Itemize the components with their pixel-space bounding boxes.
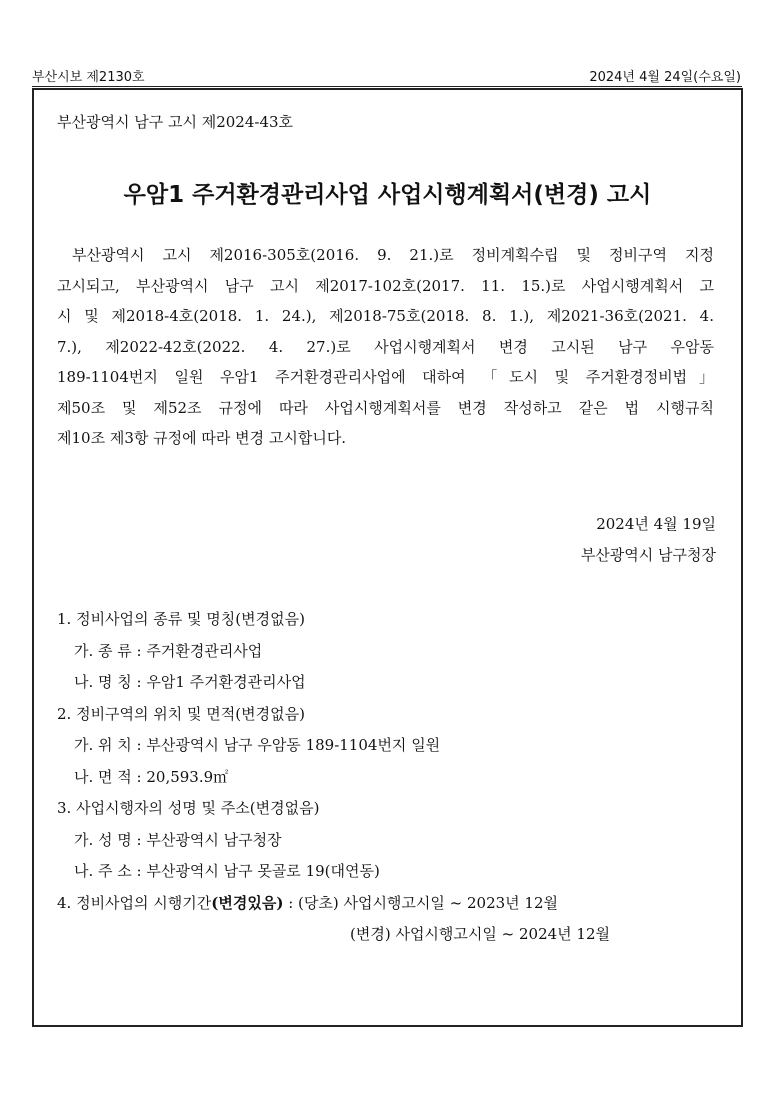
notice-title: 우암1 주거환경관리사업 사업시행계획서(변경) 고시	[123, 182, 652, 208]
body-line: 고시되고, 부산광역시 남구 고시 제2017-102호(2017. 11. 15.)로 사업시행계획서 고	[57, 276, 714, 295]
header-divider	[32, 86, 742, 87]
gazette-date: 2024년 4월 24일(수요일)	[589, 70, 741, 85]
item-heading-period	[57, 888, 727, 920]
item-detail: 나. 주 소 : 부산광역시 남구 못골로 19(대연동)	[74, 862, 380, 880]
signature-block	[581, 509, 716, 571]
body-line: 부산광역시 고시 제2016-305호(2016. 9. 21.)로 정비계획수립 및 정비구역 지정	[72, 246, 714, 264]
item-detail: 나. 면 적 : 20,593.9㎡	[74, 767, 229, 786]
body-line: 시 및 제2018-4호(2018. 1. 24.), 제2018-75호(2018. 8. 1.), 제2021-36호(2021. 4.	[57, 307, 714, 325]
item-detail: 가. 위 치 : 부산광역시 남구 우암동 189-1104번지 일원	[74, 736, 441, 754]
item-heading: 3. 사업시행자의 성명 및 주소(변경없음)	[57, 799, 320, 817]
body-line: 189-1104번지 일원 우암1 주거환경관리사업에 대하여 「도시 및 주거환경정비법」	[57, 368, 714, 386]
notice-issuer: 부산광역시 남구청장	[580, 546, 716, 564]
period-prefix: 4. 정비사업의 시행기간	[57, 893, 212, 912]
body-line: 7.), 제2022-42호(2022. 4. 27.)로 사업시행계획서 변경 고시된 남구 우암동	[57, 337, 714, 356]
notice-date: 2024년 4월 19일	[596, 515, 716, 533]
item-detail: 나. 명 칭 : 우암1 주거환경관리사업	[74, 673, 306, 691]
item-heading: 1. 정비사업의 종류 및 명칭(변경없음)	[57, 610, 305, 628]
period-changed: (변경) 사업시행고시일 ~ 2024년 12월	[350, 925, 610, 943]
period-original: : (당초) 사업시행고시일 ~ 2023년 12월	[283, 893, 559, 912]
gazette-header	[32, 66, 741, 86]
notice-body	[57, 240, 714, 454]
notice-items	[57, 604, 727, 951]
body-line: 제10조 제3항 규정에 따라 변경 고시합니다.	[57, 429, 347, 447]
notice-number: 부산광역시 남구 고시 제2024-43호	[57, 113, 294, 131]
period-changed-flag: (변경있음)	[211, 893, 284, 912]
item-detail: 가. 성 명 : 부산광역시 남구청장	[74, 830, 282, 849]
body-line: 제50조 및 제52조 규정에 따라 사업시행계획서를 변경 작성하고 같은 법 시행규칙	[57, 398, 714, 417]
item-detail: 가. 종 류 : 주거환경관리사업	[74, 641, 263, 660]
item-heading: 2. 정비구역의 위치 및 면적(변경없음)	[57, 704, 305, 723]
gazette-issue: 부산시보 제2130호	[32, 70, 145, 85]
